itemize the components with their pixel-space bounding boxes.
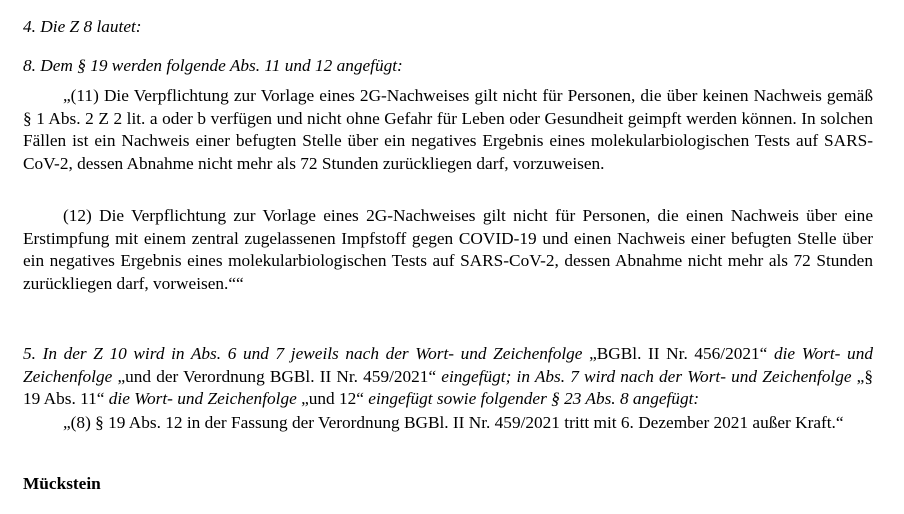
instruction-text: eingefügt sowie folgender § 23 Abs. 8 angefügt:	[363, 389, 700, 408]
instruction-text: eingefügt; in Abs. 7 wird nach der Wort- und Zeichenfolge	[436, 366, 857, 386]
quoted-text: „und 12“	[301, 389, 364, 408]
paragraph-abs-11: „(11) Die Verpflichtung zur Vorlage eines 2G-Nachweises gilt nicht für Personen, die über keinen Nachweis gemäß § 1 Abs. 2 Z 2 lit. a oder b verfügen und nicht ohne Gefahr für Leben oder Gesundheit geimpft werden können. In solchen Fällen ist ein Nachweis einer befugten Stelle über ein negatives Ergebnis eines molekularbiologischen Tests auf SARS-CoV-2, dessen Abnahme nicht mehr als 72 Stunden zurückliegen darf, vorzuweisen.	[23, 86, 873, 173]
signature: Mückstein	[23, 474, 101, 493]
quoted-text: „BGBl. II Nr. 456/2021“	[589, 344, 768, 363]
instruction-text: die Wort- und Zeichenfolge	[104, 389, 302, 408]
quoted-text: „und der Verordnung BGBl. II Nr. 459/2021“	[117, 366, 437, 386]
item-z8-heading: 8. Dem § 19 werden folgende Abs. 11 und 12 angefügt:	[23, 56, 403, 75]
item-z4-heading: 4. Die Z 8 lautet:	[23, 17, 142, 36]
paragraph-abs-12: (12) Die Verpflichtung zur Vorlage eines 2G-Nachweises gilt nicht für Personen, die einen Nachweis über eine Erstimpfung mit einem zentral zugelassenen Impfstoff gegen COVID-19 und einen Nachweis einer befugten Stelle über ein negatives Ergebnis eines molekularbiologischen Tests auf SARS-CoV-2, dessen Abnahme nicht mehr als 72 Stunden zurückliegen darf, vorweisen.““	[23, 206, 873, 293]
item-z5-instruction	[23, 343, 873, 411]
instruction-text: die Wort- und Zeichenfolge	[23, 344, 873, 386]
paragraph-abs-8: „(8) § 19 Abs. 12 in der Fassung der Verordnung BGBl. II Nr. 459/2021 tritt mit 6. Dezember 2021 außer Kraft.“	[63, 413, 844, 432]
quoted-text: „§ 19 Abs. 11“	[23, 366, 873, 408]
instruction-text: 5. In der Z 10 wird in Abs. 6 und 7 jeweils nach der Wort- und Zeichenfolge	[23, 344, 590, 363]
